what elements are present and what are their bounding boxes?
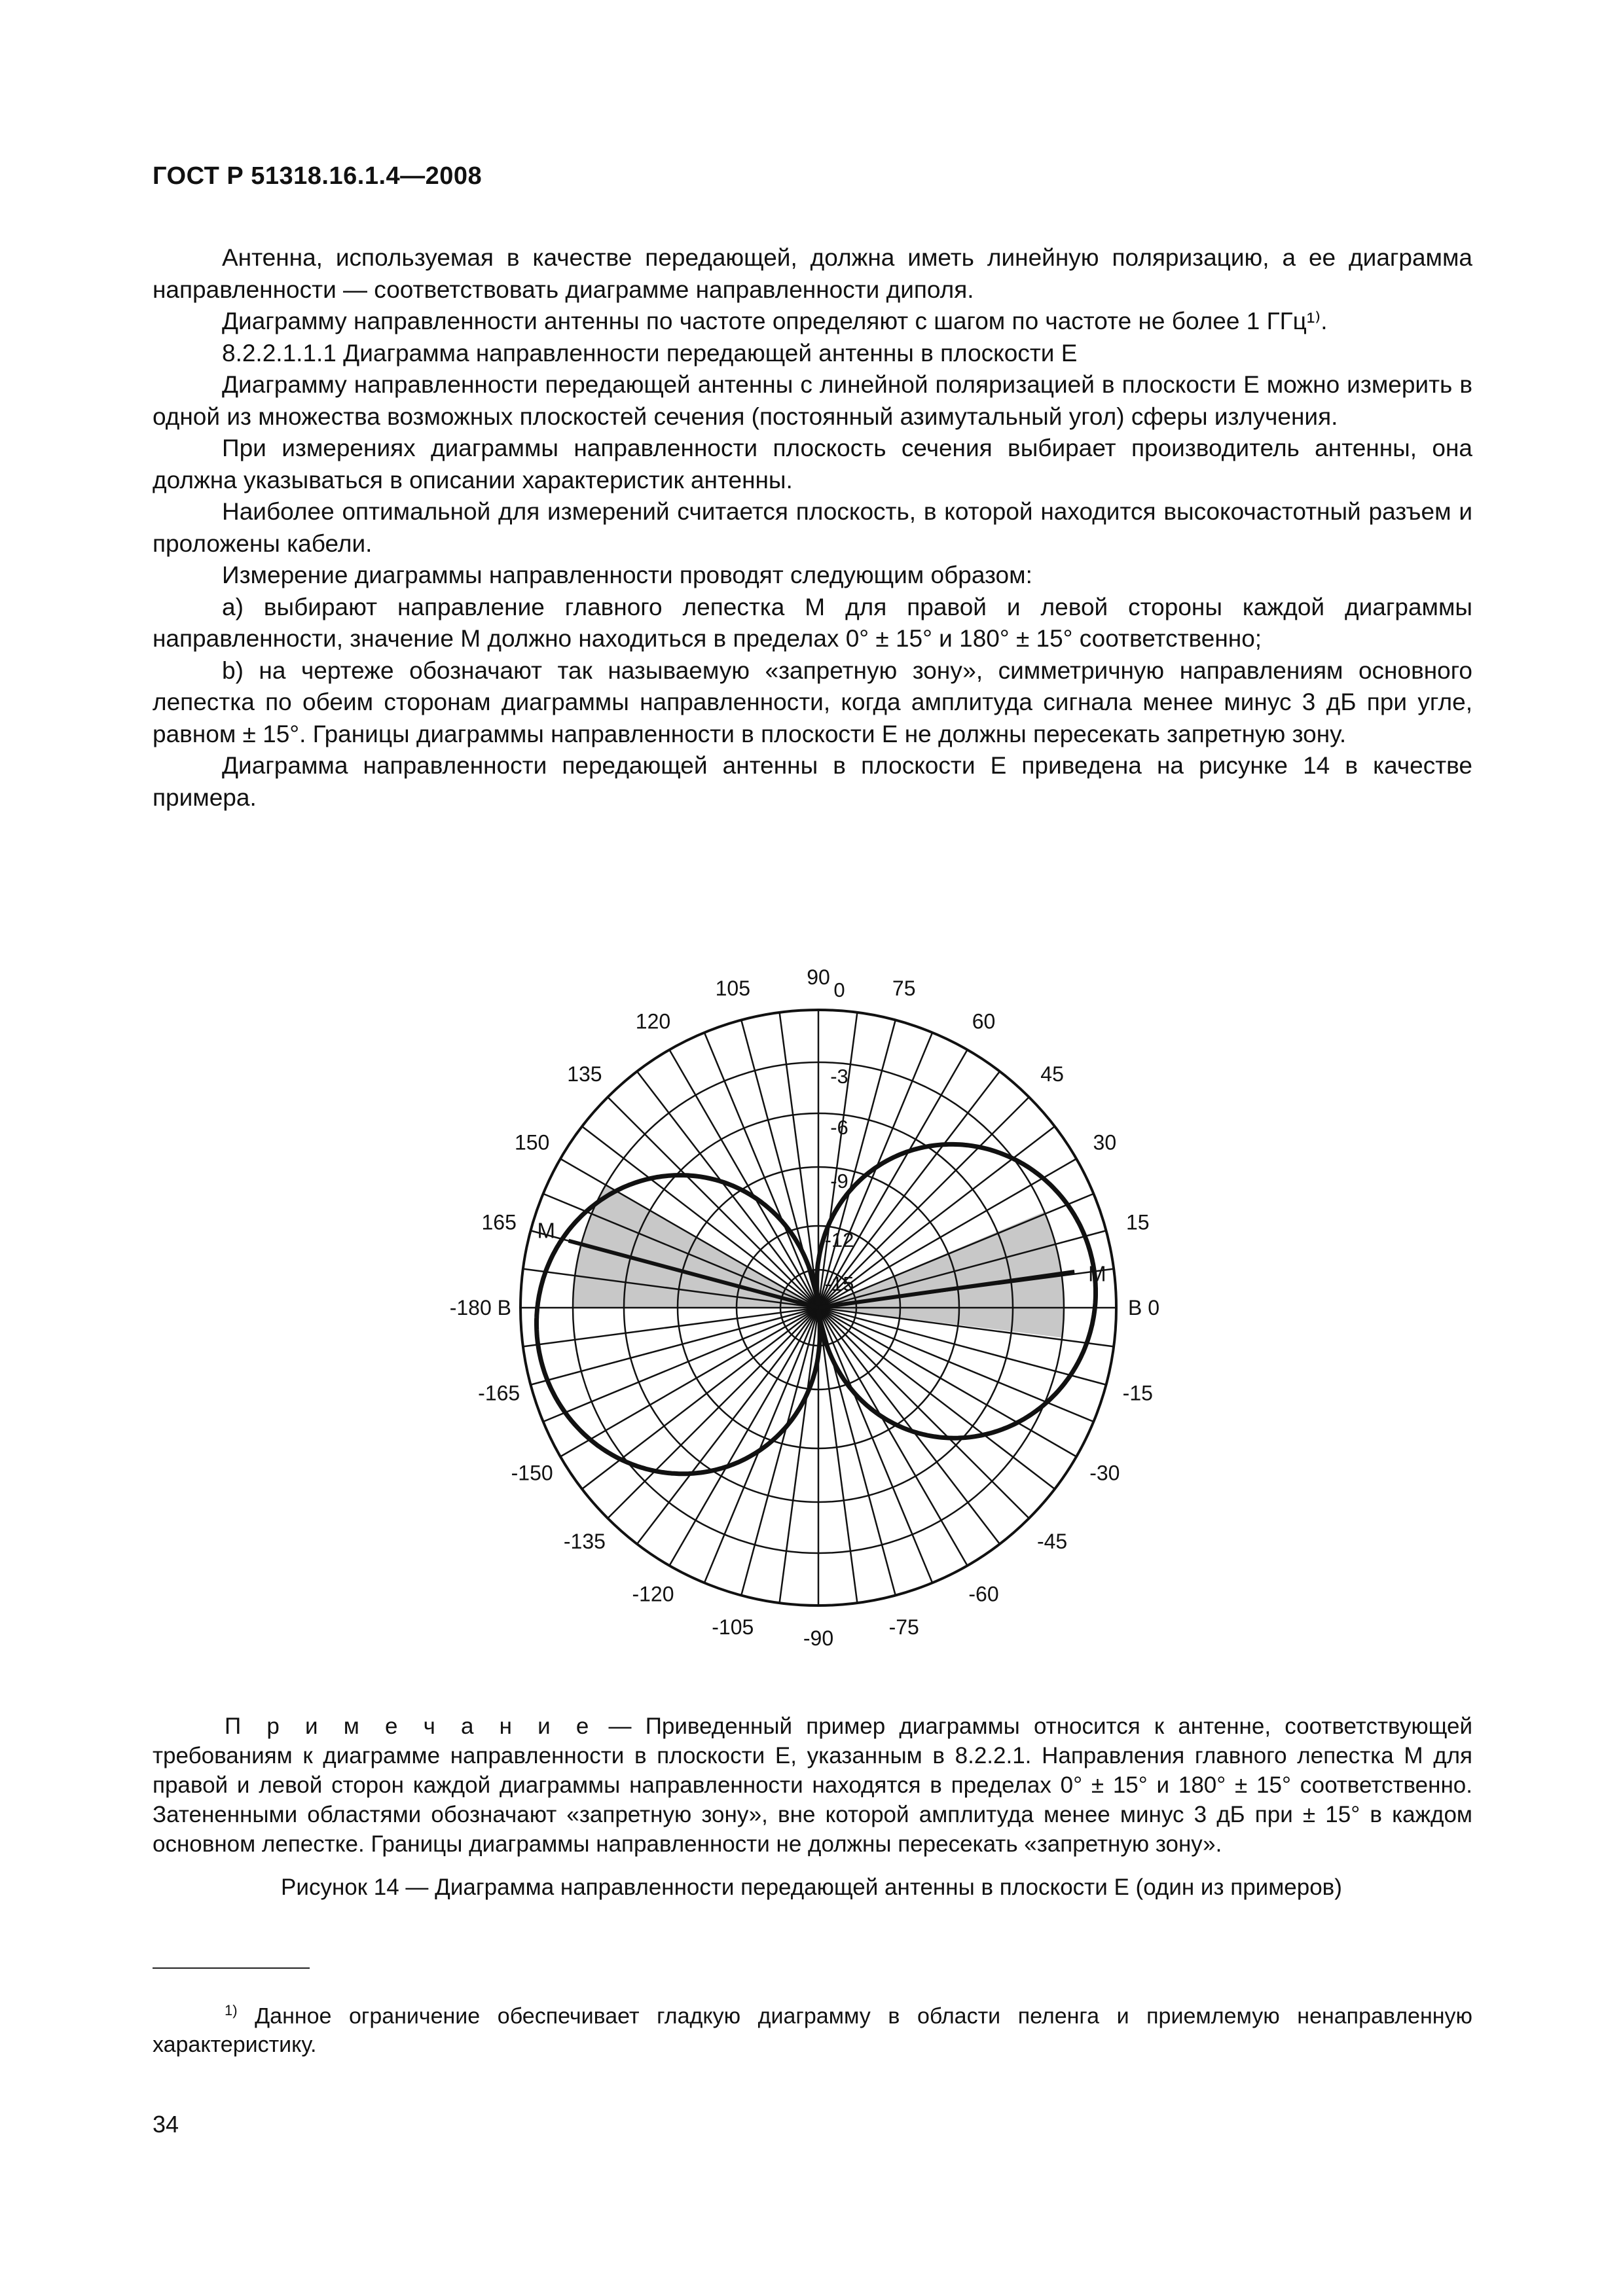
note-text: — Приведенный пример диаграммы относится к антенне, соответствующей требованиям к диаграмме направленности в плоскости E, указанным в 8.2.2.1. Направления главного лепестка M для правой и левой сторон каждой диаграммы направленности находятся в пределах 0° ± 15° и 180° ± 15° соответственно. Затененными областями обозначают «запретную зону», вне которой амплитуда менее минус 3 дБ при ± 15° в каждом основном лепестке. Границы диаграммы направленности не должны пересекать «запретную зону».	[153, 1713, 1472, 1857]
axis-label-left: -180 В	[449, 1296, 511, 1319]
radial-db-label: -3	[830, 1065, 848, 1088]
radial-line	[543, 1308, 818, 1422]
main-lobe-label: M	[1088, 1261, 1106, 1286]
angle-tick-label: -150	[511, 1461, 553, 1485]
radial-line	[670, 1308, 819, 1566]
angle-tick-label: 75	[892, 977, 916, 1001]
list-item-b: b) на чертеже обозначают так называемую «запретную зону», симметричную направлениям основного лепестка по обеим сторонам диаграммы направленности, когда амплитуда сигнала менее минус 3 дБ при угле, равном ± 15°. Границы диаграммы направленности в плоскости E не должны пересекать запретную зону.	[153, 656, 1472, 747]
radial-db-label: -9	[830, 1170, 848, 1193]
radial-db-label: -15	[824, 1272, 854, 1295]
main-lobe-label: M	[537, 1218, 556, 1243]
angle-tick-label: 165	[481, 1210, 517, 1234]
radial-db-label: -12	[824, 1229, 854, 1251]
paragraph: Диаграмму направленности передающей антенны с линейной поляризацией в плоскости E можно измерить в одной из множества возможных плоскостей сечения (постоянный азимутальный угол) сферы излучения.	[153, 371, 1472, 430]
radial-line	[608, 1308, 818, 1518]
angle-tick-label: 135	[567, 1062, 602, 1086]
angle-tick-label: -165	[478, 1381, 520, 1405]
paragraph: Наиболее оптимальной для измерений считается плоскость, в которой находится высокочастотный разъем и проложены кабели.	[153, 498, 1472, 557]
body-text	[153, 242, 1472, 814]
angle-tick-label: -90	[803, 1626, 834, 1650]
paragraph: Диаграмму направленности антенны по частоте определяют с шагом по частоте не более 1 ГГц¹⁾.	[222, 308, 1328, 334]
footnote-divider	[153, 1967, 310, 1969]
paragraph: Измерение диаграммы направленности проводят следующим образом:	[222, 562, 1032, 588]
angle-tick-label: -105	[712, 1615, 754, 1639]
footnote-text: Данное ограничение обеспечивает гладкую диаграмму в области пеленга и приемлемую ненаправленную характеристику.	[153, 2003, 1472, 2058]
angle-tick-label: 90	[807, 965, 830, 989]
angle-tick-label: -135	[563, 1530, 606, 1554]
angle-tick-label: 150	[514, 1130, 550, 1155]
paragraph: Антенна, используемая в качестве передающей, должна иметь линейную поляризацию, а ее диаграмма направленности — соответствовать диаграмме направленности диполя.	[153, 244, 1472, 303]
angle-tick-label: 15	[1125, 1210, 1150, 1234]
polar-diagram-svg	[0, 870, 1623, 1702]
footnote-mark: 1)	[225, 2002, 238, 2018]
angle-tick-label: 105	[715, 977, 750, 1001]
angle-tick-label: 30	[1093, 1130, 1117, 1155]
radial-line	[818, 1308, 932, 1583]
page-number: 34	[153, 2111, 179, 2138]
radial-db-label: -6	[830, 1116, 848, 1139]
angle-tick-label: -120	[632, 1582, 674, 1606]
angle-tick-label: 60	[972, 1009, 996, 1033]
polar-diagram	[0, 870, 1623, 1702]
angle-tick-label: -60	[968, 1582, 999, 1606]
radial-line	[818, 1308, 1029, 1518]
note-label: П р и м е ч а н и е	[225, 1713, 595, 1739]
document-header: ГОСТ Р 51318.16.1.4—2008	[153, 162, 483, 190]
figure-note	[153, 1712, 1472, 1859]
paragraph: При измерениях диаграммы направленности плоскость сечения выбирает производитель антенны, она должна указываться в описании характеристик антенны.	[153, 435, 1472, 493]
angle-tick-label: 45	[1040, 1062, 1064, 1086]
angle-tick-label: -75	[888, 1615, 919, 1639]
section-heading: 8.2.2.1.1.1 Диаграмма направленности передающей антенны в плоскости E	[222, 339, 1078, 367]
figure-caption: Рисунок 14 — Диаграмма направленности передающей антенны в плоскости E (один из примеров)	[281, 1874, 1342, 1900]
axis-label-right: В 0	[1128, 1296, 1160, 1319]
angle-tick-label: -30	[1089, 1461, 1120, 1485]
forbidden-zone	[573, 1185, 818, 1308]
footnote	[153, 1996, 1472, 2059]
paragraph: Диаграмма направленности передающей антенны в плоскости E приведена на рисунке 14 в качестве примера.	[153, 752, 1472, 811]
angle-tick-label: -45	[1036, 1530, 1068, 1554]
radial-line	[704, 1308, 818, 1583]
list-item-a: a) выбирают направление главного лепестка M для правой и левой стороны каждой диаграммы направленности, значение M должно находиться в пределах 0° ± 15° и 180° ± 15° соответственно;	[153, 593, 1472, 652]
radial-db-label: 0	[833, 978, 845, 1001]
angle-tick-label: -15	[1122, 1381, 1153, 1405]
angle-tick-label: 120	[635, 1009, 671, 1033]
